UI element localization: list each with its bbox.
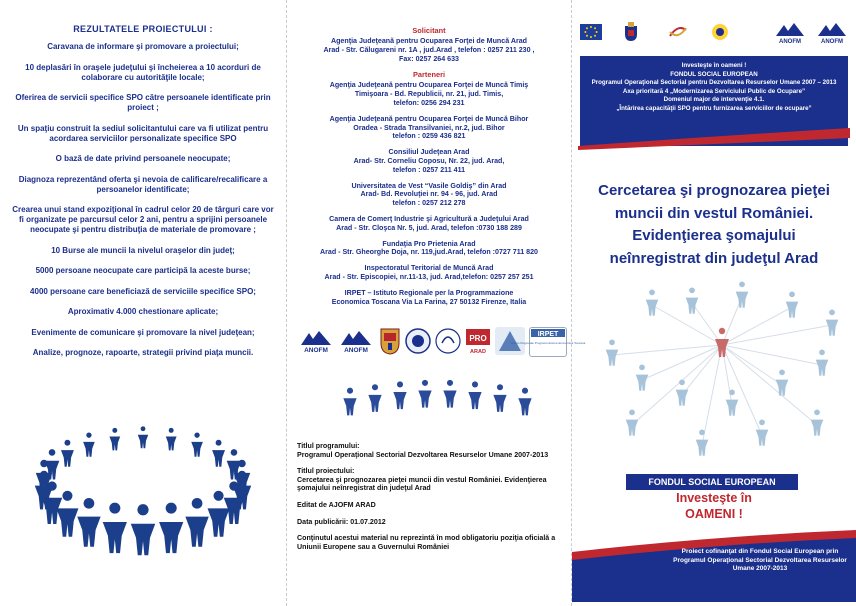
partner-line: IRPET – Istituto Regionale per la Programmazione	[344, 288, 514, 297]
chamber-of-commerce-icon	[435, 327, 461, 355]
person-figure-icon	[418, 380, 431, 408]
anofm-logo	[814, 20, 850, 46]
romania-coat-of-arms-icon	[624, 22, 638, 42]
people-circle-illustration	[28, 410, 258, 600]
people-network-illustration	[592, 285, 842, 465]
project-value: Cercetarea şi prognozarea pieţei muncii din vestul României. Evidenţierea şomajului neînregistrat din judeţul Arad	[297, 475, 547, 493]
person-figure-icon	[103, 503, 127, 554]
person-figure-icon	[811, 410, 824, 436]
person-figure-icon	[61, 440, 74, 467]
partners-list	[293, 22, 565, 313]
anofm-logo-text: ANOFM	[344, 347, 368, 354]
box-line: „Întărirea capacităţii SPO pentru furnizarea serviciilor de ocupare”	[616, 104, 812, 112]
title-line: neînregistrat din judeţul Arad	[609, 249, 819, 267]
results-panel	[0, 0, 287, 606]
partner-line: telefon : 0257 212 278	[392, 199, 466, 208]
person-figure-icon	[696, 430, 709, 456]
disclaimer: Conţinutul acestui material nu reprezintă în mod obligatoriu poziţia oficială a Uniunii Europene sau a Guvernului României	[297, 534, 556, 551]
pro-logo-subtext: ARAD	[470, 349, 486, 355]
partner-line: Universitatea de Vest “Vasile Goldiş” din Arad	[351, 181, 507, 190]
partner-line: Arad - Str. Gheorghe Doja, nr. 119,jud.Arad, telefon :0727 711 820	[319, 248, 538, 257]
partner-line: Camera de Comerţ Industrie şi Agricultură a Judeţului Arad	[329, 214, 529, 223]
partner-line: Economica Toscana Via La Farina, 27 50132 Firenze, Italia	[331, 297, 527, 306]
partners-heading: Parteneri	[412, 70, 446, 80]
person-figure-icon	[208, 491, 230, 537]
anofm-logo	[772, 20, 808, 46]
person-figure-icon	[393, 381, 406, 409]
network-link	[682, 345, 722, 395]
network-link	[692, 303, 722, 345]
box-line: FONDUL SOCIAL EUROPEAN	[670, 70, 758, 78]
people-row-illustration	[318, 364, 538, 434]
person-figure-icon	[191, 433, 203, 457]
result-item: Analize, prognoze, rapoarte, strategii privind piaţa muncii.	[32, 348, 254, 357]
partner-line: Fundaţia Pro Prietenia Arad	[382, 239, 476, 248]
cover-panel	[572, 0, 856, 606]
title-line: muncii din vestul României.	[614, 204, 814, 222]
project-label: Titlul proiectului:	[297, 467, 355, 476]
box-line: Axa prioritară 4 „Modernizarea Serviciului Public de Ocupare”	[622, 87, 806, 95]
person-figure-icon	[368, 384, 381, 412]
partner-line: Arad- Str. Corneliu Coposu, Nr. 22, jud. Arad,	[353, 156, 505, 165]
result-item: O bază de date privind persoanele neocupate;	[55, 154, 231, 163]
partner-block	[293, 115, 565, 141]
network-link	[722, 307, 792, 345]
partners-panel	[287, 0, 586, 606]
person-figure-icon	[636, 365, 649, 391]
results-title: REZULTATELE PROIECTULUI :	[73, 24, 213, 34]
partner-line: Arad - Str. Cloşca Nr. 5, jud. Arad, telefon :0730 188 289	[336, 223, 522, 232]
fse-swirl-icon	[668, 24, 688, 40]
partner-block	[293, 148, 565, 174]
partner-logos	[297, 327, 586, 355]
person-figure-icon	[109, 428, 120, 450]
person-figure-icon	[816, 350, 829, 376]
partner-line: telefon: 0256 294 231	[393, 98, 465, 107]
partner-line: Inspectoratul Teritorial de Muncă Arad	[364, 264, 494, 273]
person-figure-icon	[626, 410, 639, 436]
partner-line: Arad- Bd. Revoluţiei nr. 94 - 96, jud. Arad	[360, 190, 498, 199]
partner-line: Consiliul Judeţean Arad	[388, 148, 470, 157]
person-figure-icon	[518, 388, 531, 416]
person-figure-icon	[826, 310, 839, 336]
person-figure-icon	[138, 426, 149, 448]
person-figure-icon	[726, 390, 739, 416]
irpet-logo-text: IRPET	[537, 331, 559, 338]
anofm-logo-text: ANOFM	[779, 39, 801, 45]
publication-info	[297, 442, 565, 551]
partner-block	[293, 215, 565, 233]
result-item: Evenimente de comunicare şi promovare la nivel judeţean;	[31, 327, 255, 337]
person-figure-icon	[131, 504, 156, 555]
program-label: Titlul programului:	[297, 442, 360, 450]
solicitant-line: Agenţia Judeţeană pentru Ocuparea Forţei de Muncă Arad	[330, 37, 528, 45]
partner-line: Agenţia Judeţeană pentru Ocuparea Forţei de Muncă Timiş	[329, 81, 529, 90]
pro-logo-text: PRO	[469, 334, 487, 343]
network-link	[722, 345, 817, 425]
network-link	[722, 325, 832, 345]
result-item: Aproximativ 4.000 chestionare aplicate;	[67, 307, 219, 316]
partner-block	[293, 289, 565, 307]
result-item: Caravana de informare şi promovare a proiectului;	[47, 42, 239, 51]
network-link	[642, 345, 722, 380]
person-figure-icon	[786, 292, 799, 318]
anofm-logo-text: ANOFM	[304, 347, 328, 354]
partner-line: telefon : 0259 436 821	[392, 132, 466, 141]
person-figure-icon	[443, 380, 456, 408]
person-figure-icon	[493, 384, 506, 412]
partner-block	[293, 264, 565, 282]
university-seal-icon	[405, 327, 431, 355]
irpet-logo	[510, 327, 586, 357]
anofm-logo	[337, 327, 375, 355]
result-item: Crearea unui stand expoziţional în cadrul celor 20 de târguri care vor fi organizate pe parcursul celor 2 ani, pentru a sprijini persoanele neocupate şi pentru distribuţia de materiale de promovare ;	[12, 205, 274, 234]
box-line: Investeşte în oameni !	[681, 62, 747, 69]
solicitant-heading: Solicitant	[412, 26, 446, 35]
person-figure-icon	[468, 381, 481, 409]
eu-flag-icon	[580, 24, 602, 40]
pos-dru-logo-icon	[710, 22, 730, 42]
network-link	[652, 305, 722, 345]
title-line: Evidenţierea şomajului	[632, 227, 796, 244]
program-value: Programul Operaţional Sectorial Dezvoltarea Resurselor Umane 2007-2013	[297, 450, 549, 459]
irpet-logo-subtext: Istituto Regionale Programmazione Economica Toscana	[510, 341, 586, 345]
publication-date: Data publicării: 01.07.2012	[297, 517, 386, 526]
box-line: Domeniul major de intervenţie 4.1.	[663, 96, 765, 104]
partner-line: Agenţia Judeţeană pentru Ocuparea Forţei de Muncă Bihor	[329, 114, 529, 123]
partner-block	[293, 182, 565, 208]
result-item: Diagnoza reprezentând oferta şi nevoia de calificare/recalificare a persoanelor identificate;	[18, 174, 268, 194]
person-figure-icon	[212, 440, 225, 467]
box-line: Programul Operaţional Sectorial pentru Dezvoltarea Resurselor Umane 2007 – 2013	[591, 79, 837, 87]
person-figure-icon	[166, 428, 177, 450]
solicitant-block	[293, 37, 565, 63]
person-figure-icon	[606, 340, 619, 366]
person-figure-icon	[83, 433, 95, 457]
result-item: 5000 persoane neocupate care participă la aceste burse;	[35, 266, 251, 275]
county-coat-of-arms-icon	[379, 327, 401, 355]
partner-block	[293, 240, 565, 258]
red-swoosh-decoration	[578, 128, 850, 150]
brochure-title	[574, 180, 854, 270]
person-figure-icon	[185, 498, 208, 547]
solicitant-line: Arad - Str. Călugareni nr. 1A , jud.Arad , telefon : 0257 211 230 ,	[323, 45, 535, 54]
invest-line: OAMENI !	[685, 507, 743, 521]
person-figure-icon	[756, 420, 769, 446]
partner-line: Oradea - Strada Transilvaniei, nr.2, jud. Bihor	[353, 123, 505, 132]
result-item: 10 deplasări în oraşele judeţului şi încheierea a 10 acorduri de colaborare cu autorităţile locale;	[25, 62, 261, 82]
edited-by: Editat de AJOFM ARAD	[297, 500, 376, 509]
invest-slogan	[572, 490, 856, 522]
pro-prietenia-logo	[465, 327, 491, 355]
anofm-logo-text: ANOFM	[821, 39, 843, 45]
title-line: Cercetarea şi prognozarea pieţei	[598, 182, 830, 199]
invest-line: Investeşte în	[676, 491, 752, 505]
person-figure-icon	[77, 498, 100, 547]
result-item: Un spaţiu construit la sediul solicitantului care va fi utilizat pentru acordarea serviciilor personalizate specifice SPO	[17, 123, 269, 143]
solicitant-line: Fax: 0257 264 633	[399, 54, 459, 63]
cofinancing-note: Proiect cofinanţat din Fondul Social European prin Programul Operaţional Sectorial Dezvoltarea Resurselor Umane 2007-2013	[673, 548, 847, 572]
person-figure-icon	[56, 491, 78, 537]
person-figure-icon	[159, 503, 183, 554]
result-item: Oferirea de servicii specifice SPO către persoanele identificate prin proiect ;	[15, 93, 271, 112]
results-list	[10, 42, 276, 369]
partner-line: telefon : 0257 211 411	[392, 165, 466, 174]
partner-block	[293, 81, 565, 107]
network-link	[612, 345, 722, 355]
result-item: 10 Burse ale muncii la nivelul oraşelor din judeţ;	[51, 245, 235, 255]
sponsor-logo-row	[576, 20, 852, 46]
person-figure-icon	[736, 282, 749, 308]
partner-line: Arad - Str. Episcopiei, nr.11-13, jud. Arad,telefon: 0257 257 251	[324, 272, 534, 281]
person-figure-icon	[646, 290, 659, 316]
partner-line: Timişoara - Bd. Republicii, nr. 21, jud. Timis,	[354, 90, 504, 99]
anofm-logo	[297, 327, 335, 355]
fse-label: FONDUL SOCIAL EUROPEAN	[626, 474, 798, 490]
person-figure-icon	[343, 388, 356, 416]
result-item: 4000 persoane care beneficiază de serviciile specifice SPO;	[30, 286, 256, 296]
person-figure-icon	[676, 380, 689, 406]
